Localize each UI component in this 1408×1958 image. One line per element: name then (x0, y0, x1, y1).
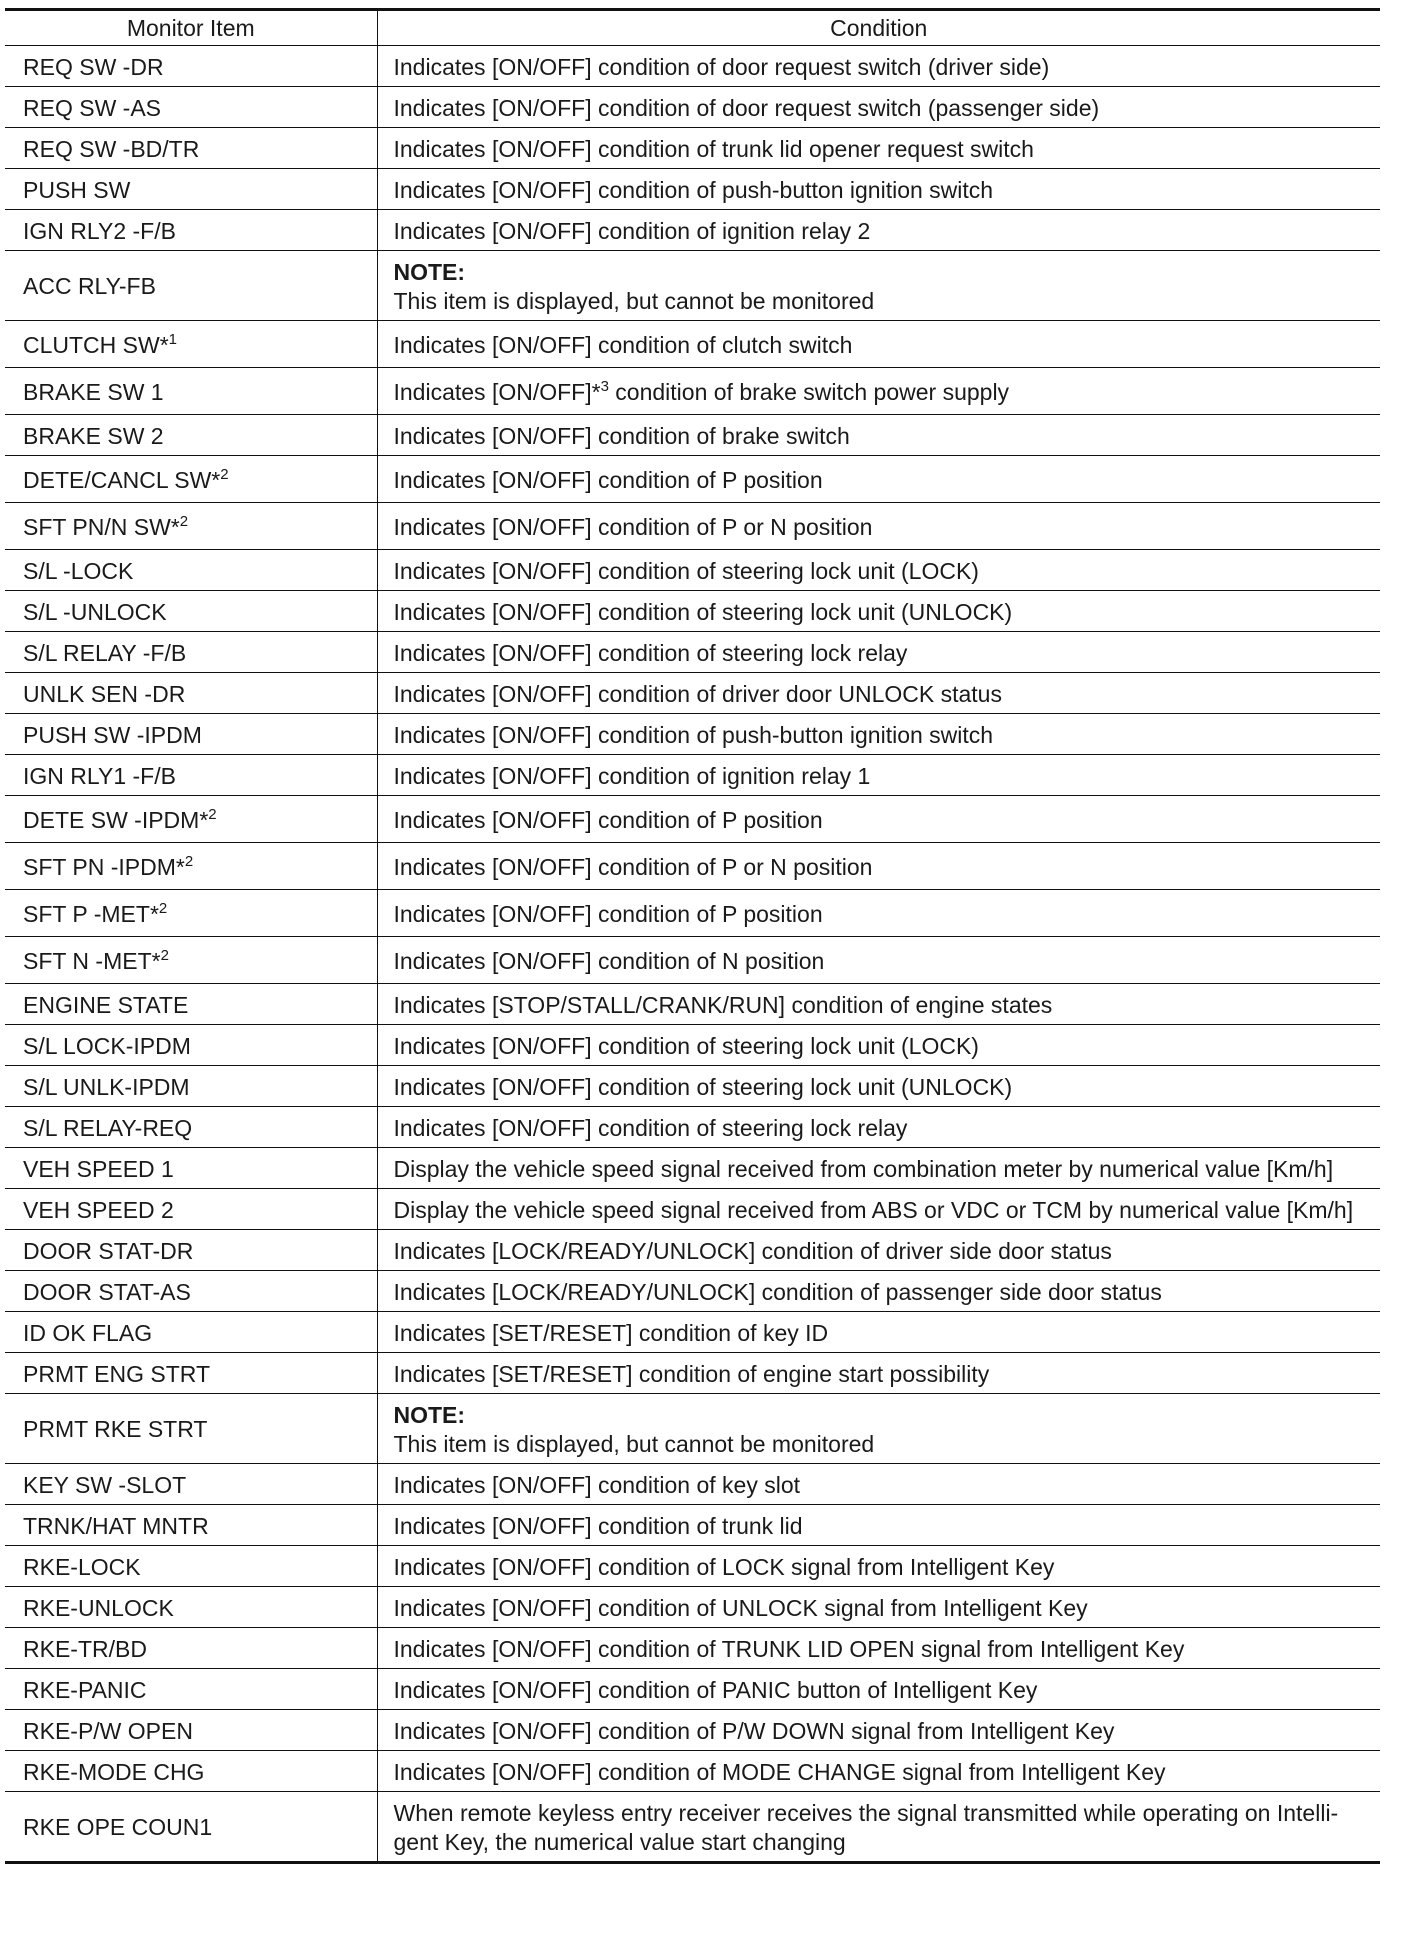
table-row (5, 1710, 1380, 1751)
table-row (5, 321, 1380, 368)
table-row (5, 1587, 1380, 1628)
table-row (5, 87, 1380, 128)
monitor-item-cell (5, 1587, 377, 1628)
condition-text: Indicates [ON/OFF] condition of steering lock unit (LOCK) (393, 557, 979, 584)
note-label: NOTE: (393, 1401, 466, 1428)
condition-text-line: gent Key, the numerical value start changing (393, 1828, 846, 1855)
monitor-item-name: REQ SW -DR (23, 53, 164, 80)
monitor-item-name: IGN RLY1 -F/B (23, 762, 176, 789)
condition-cell (377, 1669, 1380, 1710)
condition-cell (377, 128, 1380, 169)
table-row (5, 169, 1380, 210)
monitor-item-name: RKE-MODE CHG (23, 1758, 205, 1785)
condition-cell (377, 550, 1380, 591)
condition-cell (377, 1025, 1380, 1066)
monitor-item-cell (5, 755, 377, 796)
table-row (5, 368, 1380, 415)
table-row (5, 1189, 1380, 1230)
monitor-item-cell (5, 1792, 377, 1863)
condition-cell (377, 1148, 1380, 1189)
condition-cell (377, 1464, 1380, 1505)
monitor-item-name: RKE OPE COUN1 (23, 1814, 213, 1840)
table-row (5, 937, 1380, 984)
table-row (5, 591, 1380, 632)
header-row (5, 10, 1380, 46)
monitor-item-name: TRNK/HAT MNTR (23, 1512, 209, 1539)
condition-cell (377, 1394, 1380, 1464)
condition-text: Indicates [ON/OFF] condition of steering lock relay (393, 1114, 908, 1141)
table-header (5, 10, 1380, 46)
table-row (5, 1271, 1380, 1312)
monitor-item-cell (5, 843, 377, 890)
monitor-item-cell (5, 632, 377, 673)
monitor-item-name: RKE-P/W OPEN (23, 1717, 193, 1744)
table-row (5, 673, 1380, 714)
monitor-item-cell (5, 1189, 377, 1230)
condition-text: Indicates [SET/RESET] condition of key ID (393, 1319, 829, 1346)
monitor-item-name: S/L LOCK-IPDM (23, 1032, 191, 1059)
monitor-item-cell (5, 1025, 377, 1066)
condition-text: condition of brake switch power supply (608, 378, 1010, 405)
condition-text: Indicates [LOCK/READY/UNLOCK] condition of passenger side door status (393, 1278, 1162, 1305)
monitor-item-name: PRMT ENG STRT (23, 1360, 210, 1387)
monitor-item-cell (5, 503, 377, 550)
condition-cell (377, 1587, 1380, 1628)
table-row (5, 1669, 1380, 1710)
table-row (5, 1312, 1380, 1353)
condition-cell (377, 1066, 1380, 1107)
monitor-item-cell (5, 87, 377, 128)
condition-cell (377, 1107, 1380, 1148)
condition-cell (377, 843, 1380, 890)
condition-cell (377, 1189, 1380, 1230)
condition-text: Display the vehicle speed signal received from combination meter by numerical value [Km/h] (393, 1155, 1334, 1182)
column-header-condition: Condition (377, 10, 1380, 46)
note-text: This item is displayed, but cannot be monitored (393, 287, 875, 314)
monitor-item-cell (5, 169, 377, 210)
monitor-item-name: REQ SW -BD/TR (23, 135, 200, 162)
monitor-item-name: DOOR STAT-AS (23, 1278, 191, 1305)
monitor-item-name: BRAKE SW 2 (23, 422, 164, 449)
monitor-item-name: RKE-TR/BD (23, 1635, 147, 1662)
condition-text: Indicates [ON/OFF] condition of key slot (393, 1471, 800, 1498)
condition-cell (377, 1312, 1380, 1353)
condition-cell (377, 1751, 1380, 1792)
monitor-item-name: RKE-UNLOCK (23, 1594, 174, 1621)
condition-text: Indicates [ON/OFF] condition of P position (393, 466, 823, 493)
condition-text: Indicates [ON/OFF] condition of P/W DOWN signal from Intelligent Key (393, 1717, 1115, 1744)
condition-text: Indicates [ON/OFF] condition of door request switch (driver side) (393, 53, 1050, 80)
monitor-item-sheet (5, 8, 1380, 1864)
condition-text: Indicates [ON/OFF] condition of steering lock unit (UNLOCK) (393, 1073, 1013, 1100)
column-header-monitor-item: Monitor Item (5, 10, 377, 46)
monitor-item-name: VEH SPEED 1 (23, 1155, 174, 1182)
footnote-marker: 2 (184, 852, 194, 870)
monitor-item-name: S/L -UNLOCK (23, 598, 167, 625)
condition-cell (377, 1230, 1380, 1271)
condition-text: Indicates [ON/OFF] condition of steering lock relay (393, 639, 908, 666)
monitor-item-cell (5, 1230, 377, 1271)
monitor-item-cell (5, 456, 377, 503)
table-row (5, 1546, 1380, 1587)
condition-text: Indicates [ON/OFF] condition of trunk lid (393, 1512, 803, 1539)
table-row (5, 251, 1380, 321)
monitor-item-cell (5, 1710, 377, 1751)
condition-text: Indicates [ON/OFF] condition of steering lock unit (UNLOCK) (393, 598, 1013, 625)
table-row (5, 456, 1380, 503)
condition-cell (377, 87, 1380, 128)
monitor-item-name: CLUTCH SW* (23, 331, 169, 358)
table-row (5, 632, 1380, 673)
condition-text: Indicates [ON/OFF] condition of driver door UNLOCK status (393, 680, 1002, 707)
monitor-item-cell (5, 890, 377, 937)
table-row (5, 1751, 1380, 1792)
monitor-item-name: KEY SW -SLOT (23, 1471, 187, 1498)
condition-cell (377, 1546, 1380, 1587)
condition-text: Indicates [ON/OFF] condition of door request switch (passenger side) (393, 94, 1100, 121)
table-row (5, 984, 1380, 1025)
monitor-item-cell (5, 46, 377, 87)
table-row (5, 796, 1380, 843)
monitor-item-name: RKE-LOCK (23, 1553, 141, 1580)
monitor-item-cell (5, 1066, 377, 1107)
condition-text: Indicates [ON/OFF] condition of trunk lid opener request switch (393, 135, 1034, 162)
condition-text: Indicates [ON/OFF] condition of N position (393, 947, 825, 974)
monitor-item-name: S/L -LOCK (23, 557, 134, 584)
table-row (5, 1628, 1380, 1669)
condition-cell (377, 714, 1380, 755)
condition-cell (377, 456, 1380, 503)
table-row (5, 755, 1380, 796)
table-row (5, 1148, 1380, 1189)
monitor-item-table (5, 8, 1380, 1864)
condition-text: Indicates [ON/OFF] condition of P or N position (393, 513, 873, 540)
footnote-marker: 2 (220, 465, 229, 483)
condition-text: Indicates [ON/OFF] condition of brake switch (393, 422, 850, 449)
monitor-item-cell (5, 210, 377, 251)
condition-text: Indicates [ON/OFF] condition of steering lock unit (LOCK) (393, 1032, 979, 1059)
monitor-item-name: SFT P -MET* (23, 900, 159, 927)
condition-text: Indicates [ON/OFF] condition of P position (393, 806, 823, 833)
monitor-item-cell (5, 984, 377, 1025)
monitor-item-cell (5, 1271, 377, 1312)
monitor-item-name: PUSH SW (23, 176, 131, 203)
condition-cell (377, 169, 1380, 210)
condition-cell (377, 1792, 1380, 1863)
table-row (5, 1025, 1380, 1066)
condition-text: Indicates [ON/OFF] condition of clutch switch (393, 331, 853, 358)
table-row (5, 503, 1380, 550)
condition-cell (377, 796, 1380, 843)
monitor-item-name: REQ SW -AS (23, 94, 162, 121)
monitor-item-cell (5, 1148, 377, 1189)
condition-cell (377, 984, 1380, 1025)
condition-cell (377, 210, 1380, 251)
table-row (5, 1230, 1380, 1271)
condition-text: Indicates [ON/OFF] condition of P position (393, 900, 823, 927)
monitor-item-cell (5, 714, 377, 755)
condition-cell (377, 632, 1380, 673)
table-row (5, 128, 1380, 169)
monitor-item-name: DETE/CANCL SW* (23, 466, 221, 493)
monitor-item-name: UNLK SEN -DR (23, 680, 186, 707)
footnote-marker: 2 (179, 512, 189, 530)
condition-cell (377, 1628, 1380, 1669)
monitor-item-cell (5, 321, 377, 368)
monitor-item-cell (5, 1312, 377, 1353)
condition-cell (377, 1271, 1380, 1312)
footnote-marker: 1 (168, 330, 178, 348)
monitor-item-cell (5, 550, 377, 591)
condition-text: Indicates [ON/OFF] condition of MODE CHANGE signal from Intelligent Key (393, 1758, 1166, 1785)
condition-text: Indicates [ON/OFF] condition of push-button ignition switch (393, 721, 994, 748)
condition-cell (377, 673, 1380, 714)
note-text: This item is displayed, but cannot be monitored (393, 1430, 875, 1457)
condition-text: Indicates [ON/OFF] condition of ignition relay 2 (393, 217, 871, 244)
table-row (5, 210, 1380, 251)
monitor-item-name: PRMT RKE STRT (23, 1416, 208, 1442)
condition-text: Indicates [ON/OFF] condition of LOCK signal from Intelligent Key (393, 1553, 1055, 1580)
condition-cell (377, 755, 1380, 796)
table-body (5, 46, 1380, 1863)
note-label: NOTE: (393, 258, 466, 285)
table-row (5, 714, 1380, 755)
monitor-item-name: RKE-PANIC (23, 1676, 147, 1703)
condition-text: Indicates [LOCK/READY/UNLOCK] condition of driver side door status (393, 1237, 1112, 1264)
table-row (5, 1464, 1380, 1505)
monitor-item-cell (5, 673, 377, 714)
table-row (5, 1505, 1380, 1546)
footnote-marker: 2 (158, 899, 168, 917)
condition-text: Indicates [ON/OFF] condition of TRUNK LID OPEN signal from Intelligent Key (393, 1635, 1185, 1662)
condition-text: Indicates [ON/OFF] condition of P or N position (393, 853, 873, 880)
monitor-item-cell (5, 1628, 377, 1669)
monitor-item-cell (5, 1505, 377, 1546)
monitor-item-name: SFT PN -IPDM* (23, 853, 185, 880)
footnote-marker: 2 (208, 805, 217, 823)
condition-cell (377, 1710, 1380, 1751)
monitor-item-cell (5, 1464, 377, 1505)
monitor-item-name: SFT PN/N SW* (23, 513, 180, 540)
monitor-item-name: BRAKE SW 1 (23, 378, 164, 405)
table-row (5, 1107, 1380, 1148)
condition-cell (377, 890, 1380, 937)
footnote-marker: 3 (600, 377, 609, 395)
condition-text: Indicates [ON/OFF]* (393, 378, 601, 405)
table-row (5, 1792, 1380, 1863)
condition-cell (377, 321, 1380, 368)
monitor-item-cell (5, 1353, 377, 1394)
condition-cell (377, 251, 1380, 321)
condition-text: Indicates [SET/RESET] condition of engine start possibility (393, 1360, 990, 1387)
table-row (5, 843, 1380, 890)
table-row (5, 550, 1380, 591)
monitor-item-name: S/L RELAY-REQ (23, 1114, 193, 1141)
monitor-item-cell (5, 251, 377, 321)
condition-cell (377, 46, 1380, 87)
condition-text: Indicates [ON/OFF] condition of ignition relay 1 (393, 762, 871, 789)
monitor-item-name: S/L UNLK-IPDM (23, 1073, 190, 1100)
table-row (5, 1394, 1380, 1464)
monitor-item-cell (5, 1751, 377, 1792)
monitor-item-cell (5, 937, 377, 984)
footnote-marker: 2 (160, 946, 169, 964)
condition-cell (377, 591, 1380, 632)
table-row (5, 1066, 1380, 1107)
monitor-item-name: IGN RLY2 -F/B (23, 217, 176, 244)
condition-cell (377, 1505, 1380, 1546)
monitor-item-cell (5, 1107, 377, 1148)
monitor-item-name: S/L RELAY -F/B (23, 639, 187, 666)
table-row (5, 1353, 1380, 1394)
monitor-item-name: PUSH SW -IPDM (23, 721, 202, 748)
monitor-item-cell (5, 128, 377, 169)
monitor-item-name: SFT N -MET* (23, 947, 161, 974)
monitor-item-cell (5, 591, 377, 632)
monitor-item-cell (5, 796, 377, 843)
monitor-item-cell (5, 368, 377, 415)
condition-cell (377, 937, 1380, 984)
monitor-item-name: ACC RLY-FB (23, 273, 156, 299)
condition-text: Indicates [ON/OFF] condition of UNLOCK signal from Intelligent Key (393, 1594, 1088, 1621)
monitor-item-cell (5, 1669, 377, 1710)
monitor-item-name: ID OK FLAG (23, 1319, 153, 1346)
condition-cell (377, 415, 1380, 456)
monitor-item-cell (5, 1394, 377, 1464)
condition-text: Display the vehicle speed signal received from ABS or VDC or TCM by numerical value [Km/h] (393, 1196, 1354, 1223)
monitor-item-name: DOOR STAT-DR (23, 1237, 194, 1264)
monitor-item-name: VEH SPEED 2 (23, 1196, 174, 1223)
condition-cell (377, 368, 1380, 415)
table-row (5, 890, 1380, 937)
monitor-item-cell (5, 1546, 377, 1587)
monitor-item-name: ENGINE STATE (23, 991, 189, 1018)
condition-text-line: When remote keyless entry receiver receives the signal transmitted while operating on Intelli- (393, 1799, 1339, 1826)
condition-text: Indicates [STOP/STALL/CRANK/RUN] condition of engine states (393, 991, 1053, 1018)
condition-cell (377, 503, 1380, 550)
monitor-item-cell (5, 415, 377, 456)
table-row (5, 46, 1380, 87)
table-row (5, 415, 1380, 456)
condition-cell (377, 1353, 1380, 1394)
monitor-item-name: DETE SW -IPDM* (23, 806, 209, 833)
condition-text: Indicates [ON/OFF] condition of push-button ignition switch (393, 176, 994, 203)
condition-text: Indicates [ON/OFF] condition of PANIC button of Intelligent Key (393, 1676, 1038, 1703)
